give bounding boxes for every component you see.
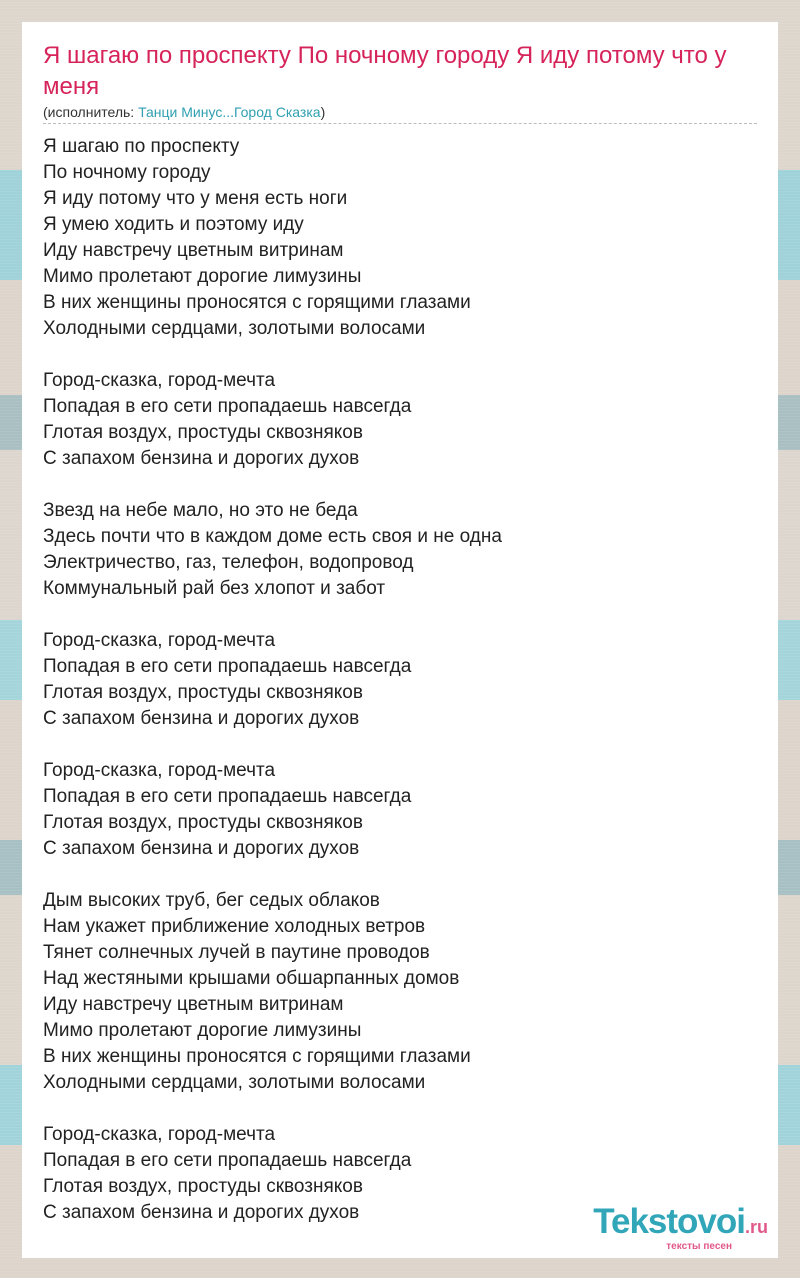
lyric-line: Попадая в его сети пропадаешь навсегда: [43, 656, 412, 677]
lyric-line: Глотая воздух, простуды сквозняков: [43, 1176, 363, 1197]
lyric-line: Попадая в его сети пропадаешь навсегда: [43, 786, 412, 807]
lyric-line: Глотая воздух, простуды сквозняков: [43, 422, 363, 443]
lyric-line: Глотая воздух, простуды сквозняков: [43, 812, 363, 833]
song-title: Я шагаю по проспекту По ночному городу Я иду потому что у меня: [43, 42, 727, 100]
stanza-break: [43, 862, 758, 888]
logo-tld: .ru: [744, 1217, 768, 1237]
lyric-line: Нам укажет приближение холодных ветров: [43, 916, 426, 937]
lyric-line: Тянет солнечных лучей в паутине проводов: [43, 942, 430, 963]
lyric-line: Мимо пролетают дорогие лимузины: [43, 1020, 362, 1041]
lyric-line: Иду навстречу цветным витринам: [43, 240, 344, 261]
lyric-line: С запахом бензина и дорогих духов: [43, 1202, 360, 1223]
lyric-line: Город-сказка, город-мечта: [43, 1124, 276, 1145]
lyric-line: Я шагаю по проспекту: [43, 136, 240, 157]
lyric-line: По ночному городу: [43, 162, 211, 183]
title-divider: [43, 123, 757, 124]
lyric-line: Коммунальный рай без хлопот и забот: [43, 578, 386, 599]
lyric-line: С запахом бензина и дорогих духов: [43, 448, 360, 469]
lyric-line: С запахом бензина и дорогих духов: [43, 838, 360, 859]
lyric-line: Здесь почти что в каждом доме есть своя и не одна: [43, 526, 502, 547]
lyric-line: Дым высоких труб, бег седых облаков: [43, 890, 380, 911]
lyric-line: Я умею ходить и поэтому иду: [43, 214, 304, 235]
lyric-line: В них женщины проносятся с горящими глазами: [43, 1046, 471, 1067]
stanza-break: [43, 1096, 758, 1122]
logo-tagline: тексты песен: [666, 1241, 732, 1252]
logo-wordmark: [593, 1204, 768, 1245]
lyric-line: Город-сказка, город-мечта: [43, 370, 276, 391]
logo-name: Tekstovoi: [593, 1202, 745, 1241]
lyric-line: Звезд на небе мало, но это не беда: [43, 500, 358, 521]
stanza-break: [43, 602, 758, 628]
lyric-line: Попадая в его сети пропадаешь навсегда: [43, 1150, 412, 1171]
lyric-line: Глотая воздух, простуды сквозняков: [43, 682, 363, 703]
performer-suffix: ): [320, 104, 326, 120]
stanza-break: [43, 472, 758, 498]
lyrics-text: [43, 134, 758, 1226]
lyrics-card: [22, 22, 778, 1258]
lyric-line: Холодными сердцами, золотыми волосами: [43, 318, 426, 339]
lyric-line: Я иду потому что у меня есть ноги: [43, 188, 348, 209]
performer-link[interactable]: Танци Минус...Город Сказка: [138, 104, 321, 120]
lyric-line: Мимо пролетают дорогие лимузины: [43, 266, 362, 287]
lyric-line: Электричество, газ, телефон, водопровод: [43, 552, 414, 573]
lyric-line: Над жестяными крышами обшарпанных домов: [43, 968, 460, 989]
lyric-line: В них женщины проносятся с горящими глазами: [43, 292, 471, 313]
lyric-line: Иду навстречу цветным витринам: [43, 994, 344, 1015]
lyric-line: Попадая в его сети пропадаешь навсегда: [43, 396, 412, 417]
lyric-line: Город-сказка, город-мечта: [43, 630, 276, 651]
lyric-line: С запахом бензина и дорогих духов: [43, 708, 360, 729]
stanza-break: [43, 732, 758, 758]
performer-line: [43, 103, 325, 121]
stanza-break: [43, 342, 758, 368]
lyric-line: Холодными сердцами, золотыми волосами: [43, 1072, 426, 1093]
lyric-line: Город-сказка, город-мечта: [43, 760, 276, 781]
performer-prefix: (исполнитель:: [43, 104, 139, 120]
site-logo[interactable]: [593, 1204, 768, 1252]
